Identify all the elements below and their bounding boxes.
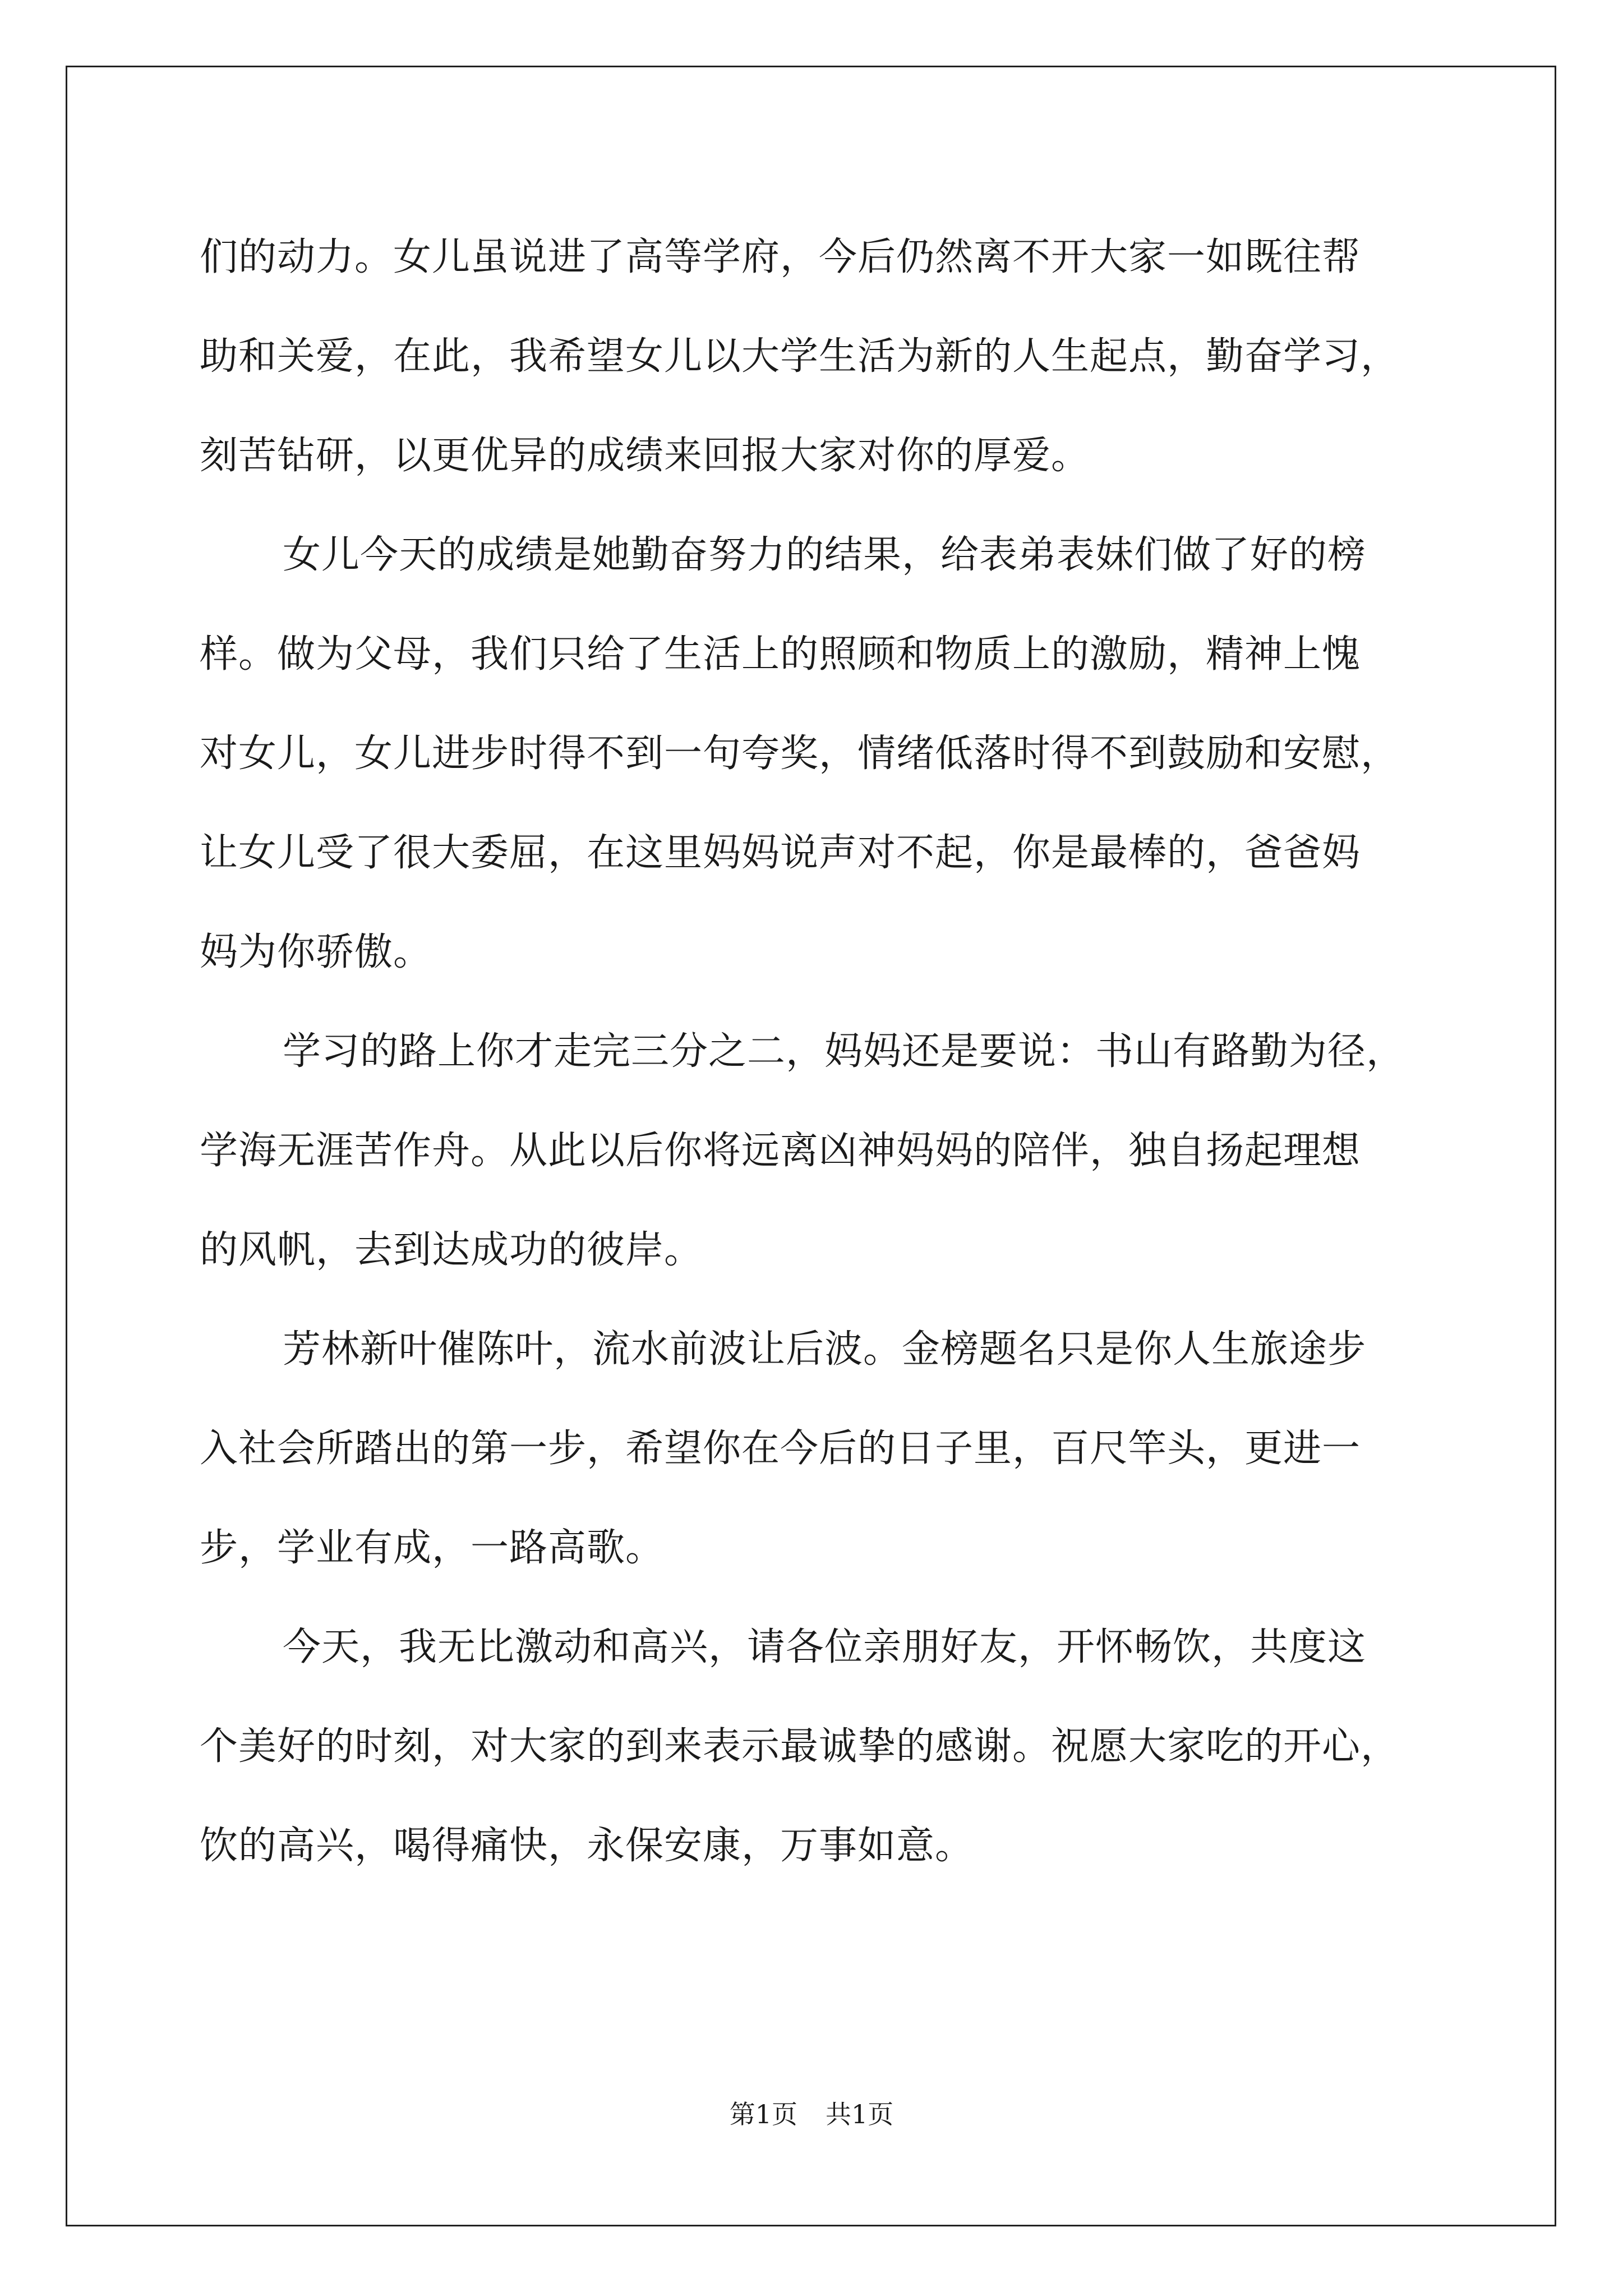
paragraph-4	[200, 1300, 1433, 1598]
paragraph-line: 芳林新叶催陈叶，流水前波让后波。金榜题名只是你人生旅途步	[283, 1327, 1367, 1372]
paragraph-line: 饮的高兴，喝得痛快，永保安康，万事如意。	[200, 1824, 974, 1868]
paragraph-line: 学海无涯苦作舟。从此以后你将远离凶神妈妈的陪伴，独自扬起理想	[200, 1129, 1361, 1173]
paragraph-line: 妈为你骄傲。	[200, 930, 432, 974]
paragraph-line: 今天，我无比激动和高兴，请各位亲朋好友，开怀畅饮，共度这	[283, 1625, 1367, 1669]
paragraph-line: 步，学业有成，一路高歌。	[200, 1526, 665, 1570]
page-total: 共1页	[826, 2099, 894, 2129]
paragraph-line: 学习的路上你才走完三分之二，妈妈还是要说：书山有路勤为径，	[283, 1029, 1405, 1074]
page-number: 第1页	[729, 2099, 797, 2129]
paragraph-line: 样。做为父母，我们只给了生活上的照顾和物质上的激励，精神上愧	[200, 632, 1361, 677]
paragraph-line: 对女儿，女儿进步时得不到一句夸奖，情绪低落时得不到鼓励和安慰，	[200, 731, 1400, 776]
page-footer	[0, 2094, 1623, 2131]
document-body	[200, 208, 1433, 1895]
paragraph-2	[200, 505, 1433, 1002]
paragraph-5	[200, 1598, 1433, 1895]
paragraph-1	[200, 208, 1433, 505]
paragraph-line: 让女儿受了很大委屈，在这里妈妈说声对不起，你是最棒的，爸爸妈	[200, 831, 1361, 875]
paragraph-line: 刻苦钻研，以更优异的成绩来回报大家对你的厚爱。	[200, 434, 1090, 478]
paragraph-line: 们的动力。女儿虽说进了高等学府，今后仍然离不开大家一如既往帮	[200, 235, 1361, 279]
paragraph-line: 的风帆，去到达成功的彼岸。	[200, 1228, 703, 1272]
paragraph-line: 助和关爱，在此，我希望女儿以大学生活为新的人生起点，勤奋学习，	[200, 334, 1400, 379]
paragraph-line: 女儿今天的成绩是她勤奋努力的结果，给表弟表妹们做了好的榜	[283, 533, 1367, 577]
paragraph-3	[200, 1002, 1433, 1300]
paragraph-line: 入社会所踏出的第一步，希望你在今后的日子里，百尺竿头，更进一	[200, 1427, 1361, 1471]
paragraph-line: 个美好的时刻，对大家的到来表示最诚挚的感谢。祝愿大家吃的开心，	[200, 1724, 1400, 1769]
